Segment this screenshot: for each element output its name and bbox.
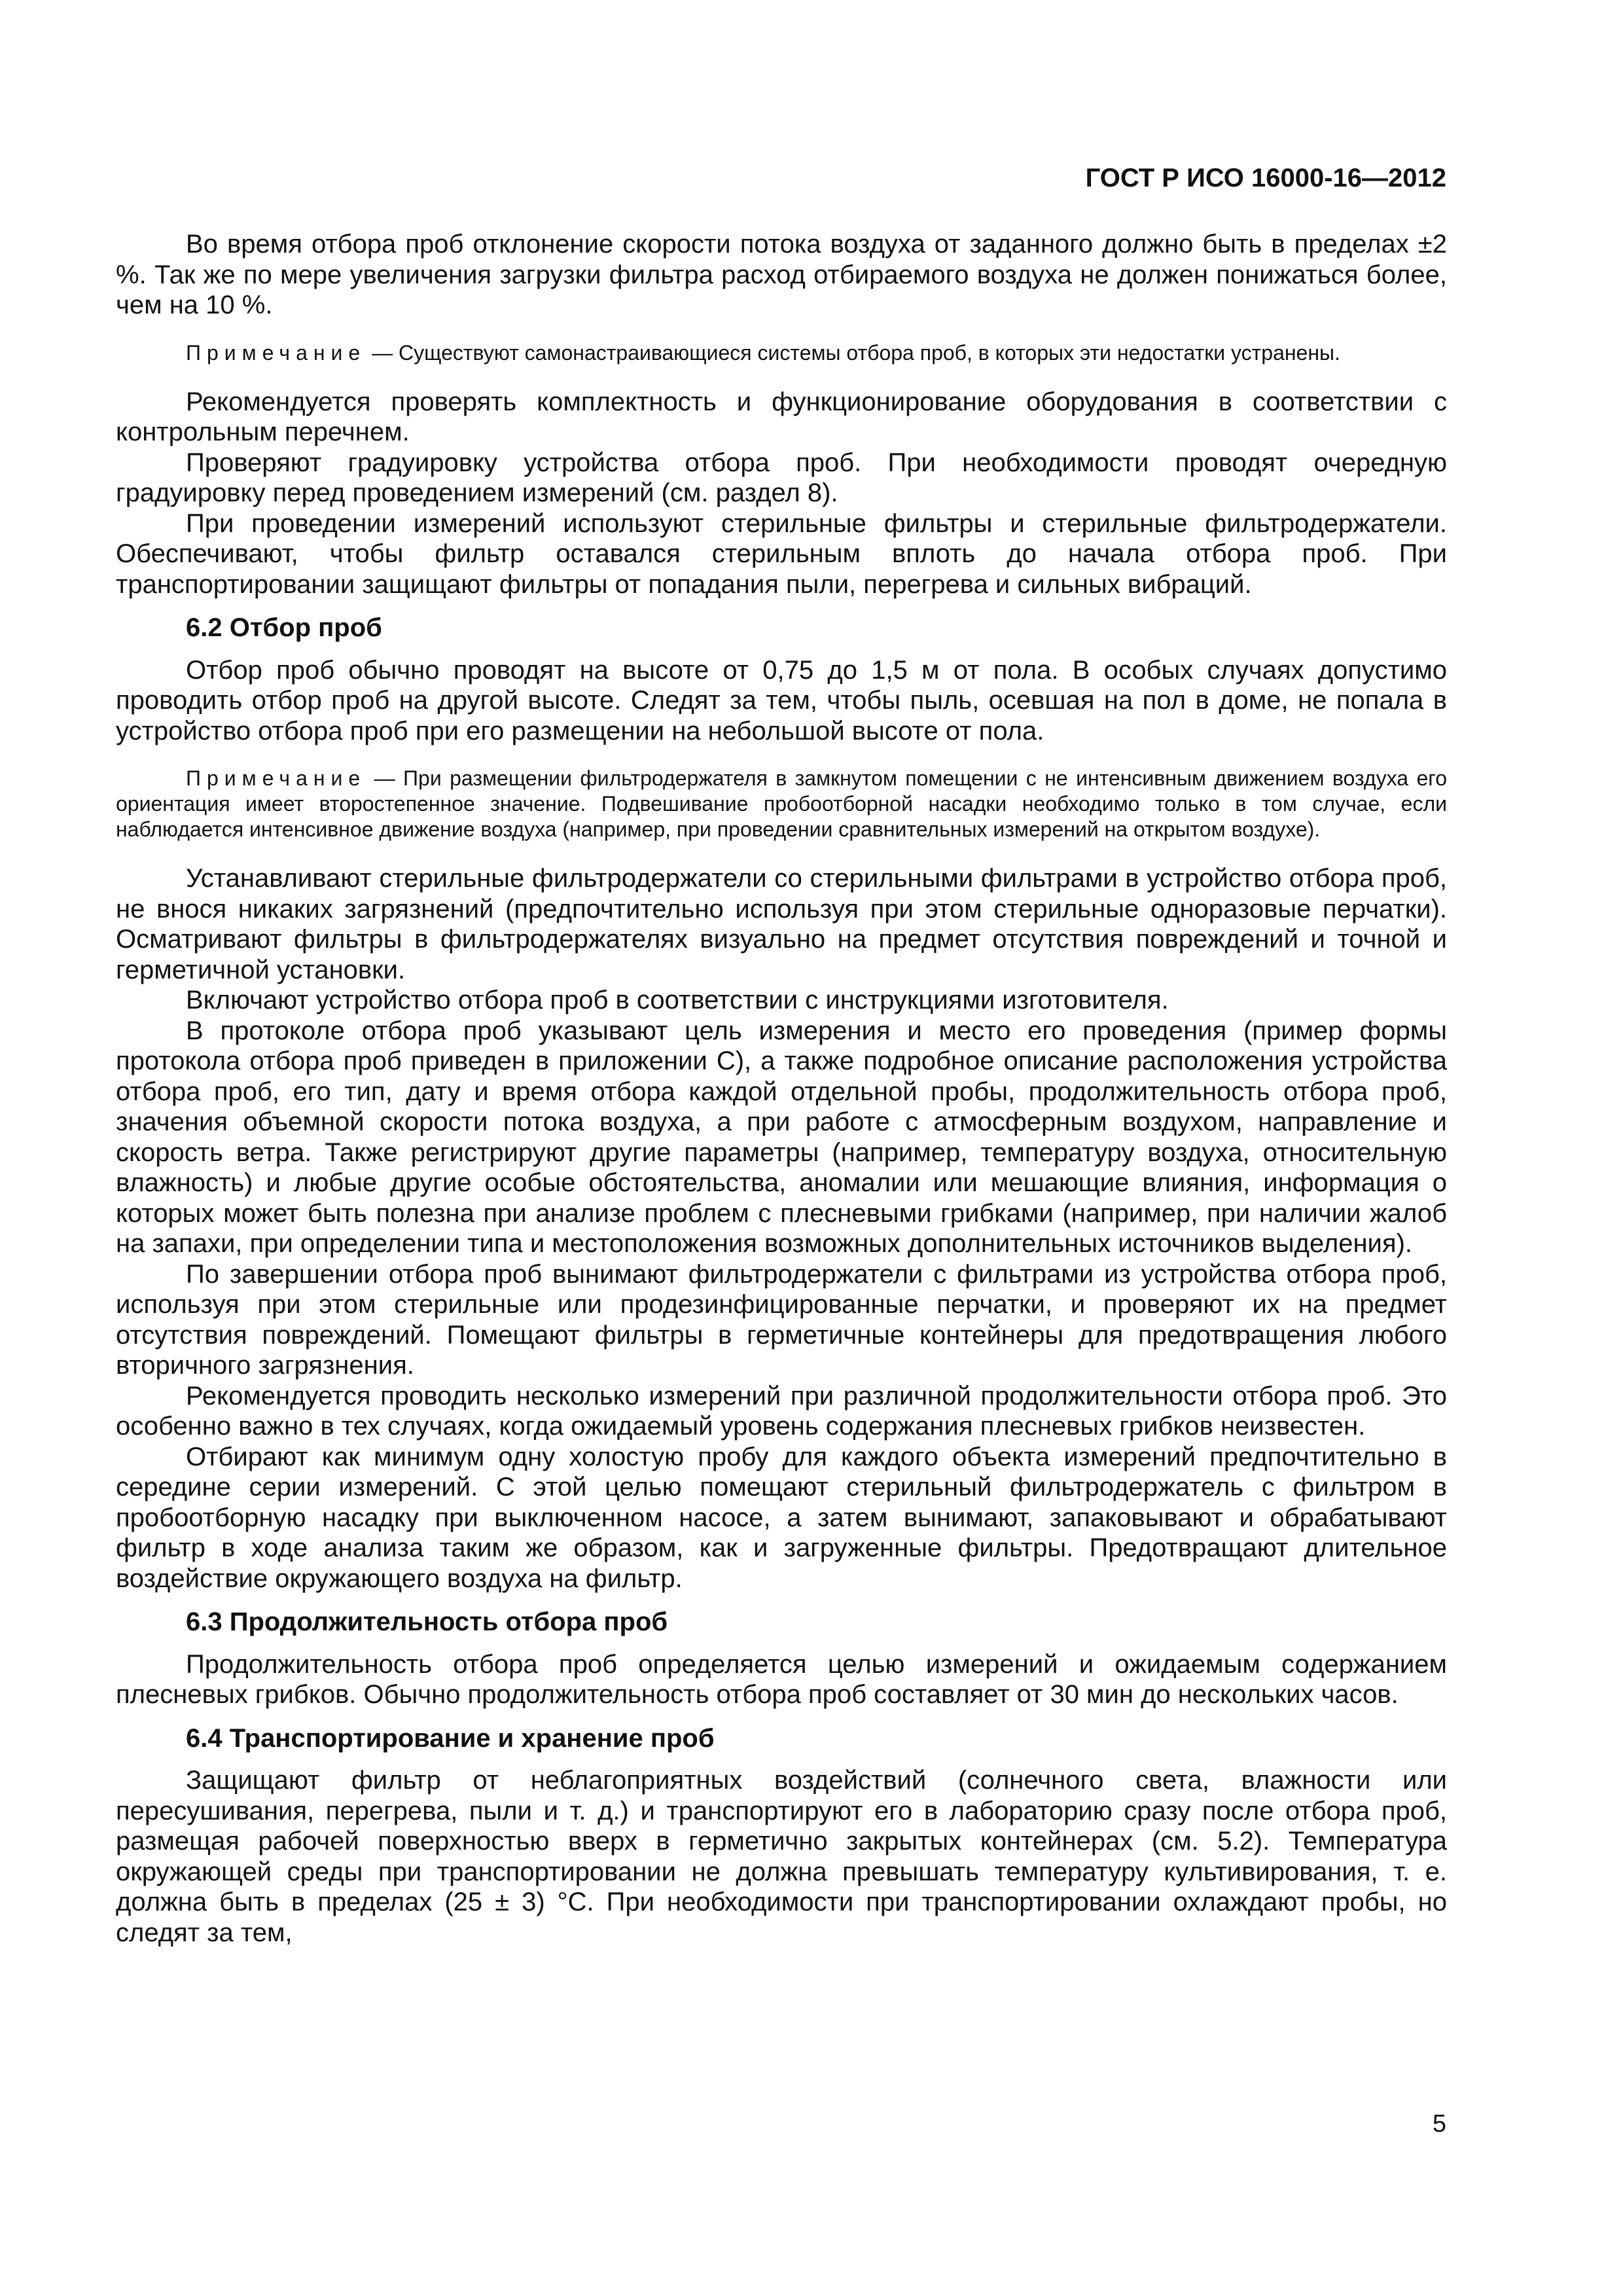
note-label: Примечание <box>186 766 366 790</box>
paragraph: Рекомендуется проверять комплектность и функционирование оборудования в соответствии с контрольным перечнем. <box>116 387 1447 446</box>
paragraph: Устанавливают стерильные фильтродержатели со стерильными фильтрами в устройство отбора проб, не внося никаких загрязнений (предпочтительно используя при этом стерильные одноразовые перчатки). Осматривают фильтры в фильтродержателях визуально на предмет отсутствия повреждений и точной и герметичной установки. <box>116 864 1447 984</box>
page-number: 5 <box>1432 2110 1446 2138</box>
paragraph: Во время отбора проб отклонение скорости потока воздуха от заданного должно быть в пределах ±2 %. Так же по мере увеличения загрузки фильтра расход отбираемого воздуха не должен понижаться более, чем на 10 %. <box>116 230 1447 319</box>
paragraph: Проверяют градуировку устройства отбора проб. При необходимости проводят очередную градуировку перед проведением измерений (см. раздел 8). <box>116 448 1447 507</box>
note <box>116 340 1447 366</box>
document-header: ГОСТ Р ИСО 16000-16—2012 <box>1085 164 1446 192</box>
section-heading-6-2: 6.2 Отбор проб <box>186 613 382 642</box>
paragraph: При проведении измерений используют стерильные фильтры и стерильные фильтродержатели. Обеспечивают, чтобы фильтр оставался стерильным вплоть до начала отбора проб. При транспортировании защищают фильтры от попадания пыли, перегрева и сильных вибраций. <box>116 509 1447 599</box>
page-content <box>116 229 1447 1948</box>
paragraph: Отбор проб обычно проводят на высоте от 0,75 до 1,5 м от пола. В особых случаях допустимо проводить отбор проб на другой высоте. Следят за тем, чтобы пыль, осевшая на пол в доме, не попала в устройство отбора проб при его размещении на небольшой высоте от пола. <box>116 655 1447 745</box>
section-heading-6-4: 6.4 Транспортирование и хранение проб <box>186 1723 715 1753</box>
paragraph: Рекомендуется проводить несколько измерений при различной продолжительности отбора проб. Это особенно важно в тех случаях, когда ожидаемый уровень содержания плесневых грибков неизвестен. <box>116 1381 1447 1441</box>
paragraph: Отбирают как минимум одну холостую пробу для каждого объекта измерений предпочтительно в середине серии измерений. С этой целью помещают стерильный фильтродержатель с фильтром в пробоотборную насадку при выключенном насосе, а затем вынимают, запаковывают и обрабатывают фильтр в ходе анализа таким же образом, как и загруженные фильтры. Предотвращают длительное воздействие окружающего воздуха на фильтр. <box>116 1442 1447 1593</box>
paragraph: В протоколе отбора проб указывают цель измерения и место его проведения (пример формы протокола отбора проб приведен в приложении С), а также подробное описание расположения устройства отбора проб, его тип, дату и время отбора каждой отдельной пробы, продолжительность отбора проб, значения объемной скорости потока воздуха, а при работе с атмосферным воздухом, направление и скорость ветра. Также регистрируют другие параметры (например, температуру воздуха, относительную влажность) и любые другие особые обстоятельства, аномалии или мешающие влияния, информация о которых может быть полезна при анализе проблем с плесневыми грибками (например, при наличии жалоб на запахи, при определении типа и местоположения возможных дополнительных источников выделения). <box>116 1016 1447 1258</box>
note-text: — Существуют самонастраивающиеся системы отбора проб, в которых эти недостатки устранены. <box>366 340 1340 365</box>
paragraph: Защищают фильтр от неблагоприятных воздействий (солнечного света, влажности или пересушивания, перегрева, пыли и т. д.) и транспортируют его в лабораторию сразу после отбора проб, размещая рабочей поверхностью вверх в герметично закрытых контейнерах (см. 5.2). Температура окружающей среды при транспортировании не должна превышать температуру культивирования, т. е. должна быть в пределах (25 ± 3) °С. При необходимости при транспортировании охлаждают пробы, но следят за тем, <box>116 1766 1447 1947</box>
section-heading-6-3: 6.3 Продолжительность отбора проб <box>186 1607 668 1636</box>
note <box>116 766 1447 842</box>
paragraph: По завершении отбора проб вынимают фильтродержатели с фильтрами из устройства отбора проб, используя при этом стерильные или продезинфицированные перчатки, и проверяют их на предмет отсутствия повреждений. Помещают фильтры в герметичные контейнеры для предотвращения любого вторичного загрязнения. <box>116 1259 1447 1380</box>
paragraph: Включают устройство отбора проб в соответствии с инструкциями изготовителя. <box>186 986 1169 1014</box>
note-label: Примечание <box>186 340 366 365</box>
paragraph: Продолжительность отбора проб определяется целью измерений и ожидаемым содержанием плесневых грибков. Обычно продолжительность отбора проб составляет от 30 мин до нескольких часов. <box>116 1649 1447 1709</box>
note-text: — При размещении фильтродержателя в замкнутом помещении с не интенсивным движением воздуха его ориентация имеет второстепенное значение. Подвешивание пробоотборной насадки необходимо только в том случае, если наблюдается интенсивное движение воздуха (например, при проведении сравнительных измерений на открытом воздухе). <box>116 766 1447 841</box>
